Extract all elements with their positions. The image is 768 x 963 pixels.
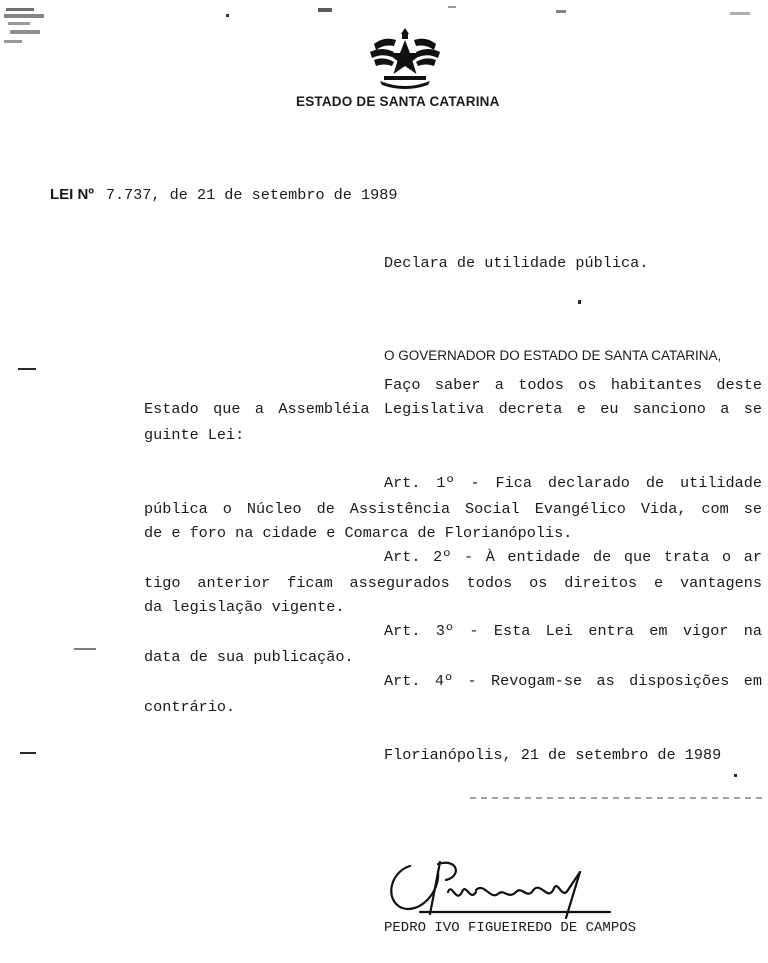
state-header: ESTADO DE SANTA CATARINA <box>296 94 500 109</box>
ementa: Declara de utilidade pública. <box>384 254 649 272</box>
preamble-line: Faço saber a todos os habitantes deste <box>384 376 762 394</box>
signatory-name: PEDRO IVO FIGUEIREDO DE CAMPOS <box>384 920 637 936</box>
place-date: Florianópolis, 21 de setembro de 1989 <box>384 746 722 764</box>
article-line: Art. 2º - À entidade de que trata o ar <box>384 548 762 566</box>
article-line: Art. 4º - Revogam-se as disposições em <box>384 672 762 690</box>
preamble-line: Estado que a Assembléia Legislativa decreta e eu sanciono a se <box>144 400 762 418</box>
article-line: contrário. <box>144 698 236 716</box>
preamble-line: guinte Lei: <box>144 426 245 444</box>
article-line: da legislação vigente. <box>144 598 345 616</box>
article-line: Art. 1º - Fica declarado de utilidade <box>384 474 762 492</box>
article-line: Art. 3º - Esta Lei entra em vigor na <box>384 622 762 640</box>
law-number-date: 7.737, de 21 de setembro de 1989 <box>105 186 398 204</box>
governor-heading: O GOVERNADOR DO ESTADO DE SANTA CATARINA, <box>384 348 722 363</box>
article-line: data de sua publicação. <box>144 648 354 666</box>
article-line: de e foro na cidade e Comarca de Florianópolis. <box>144 524 573 542</box>
law-number-line <box>50 186 397 204</box>
signature <box>380 852 620 922</box>
article-line: pública o Núcleo de Assistência Social Evangélico Vida, com se <box>144 500 762 518</box>
state-coat-of-arms <box>366 26 444 90</box>
law-label: LEI Nº <box>50 186 94 203</box>
article-line: tigo anterior ficam assegurados todos os direitos e vantagens <box>144 574 762 592</box>
scan-dotted-line <box>470 794 768 802</box>
